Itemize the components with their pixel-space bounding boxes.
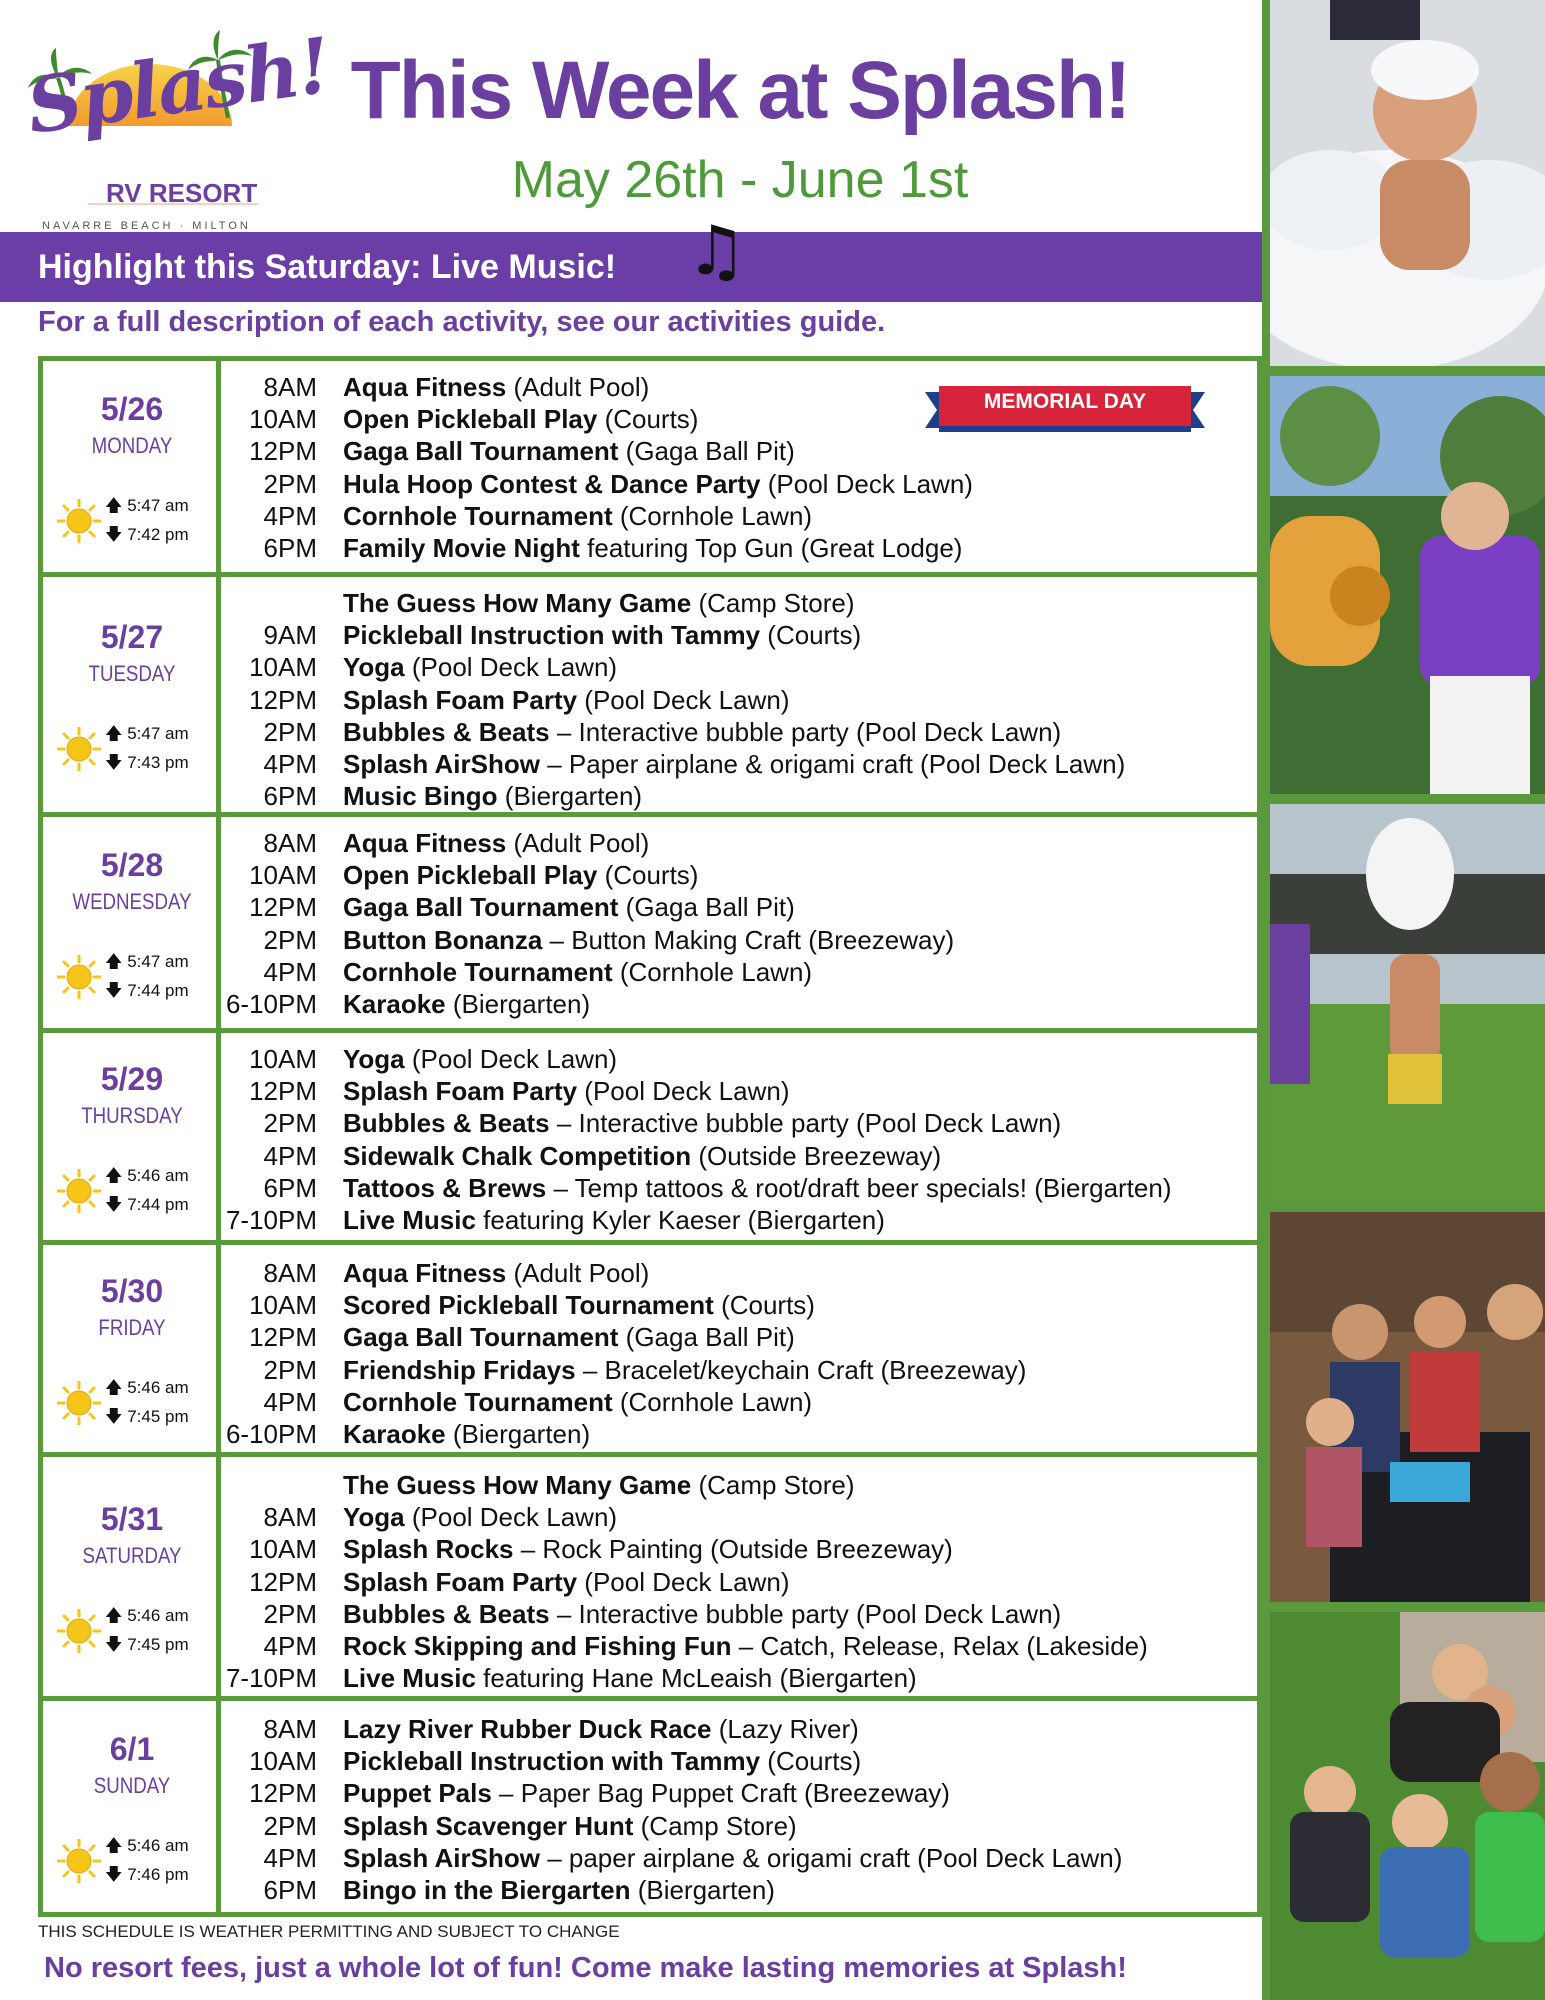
sunrise-value: 5:46 am: [127, 1836, 189, 1855]
day-block: [38, 1696, 1262, 1917]
event-list: [221, 1033, 1257, 1240]
footer-tagline: No resort fees, just a whole lot of fun! Come make lasting memories at Splash!: [44, 1952, 1127, 1984]
event-time: 12PM: [249, 684, 317, 715]
event-name: [343, 1354, 1026, 1386]
event-time: 6-10PM: [225, 989, 317, 1019]
event-time: 4PM: [263, 1842, 317, 1873]
arrow-up-icon: 🡅: [105, 724, 123, 743]
event-time: 2PM: [263, 716, 317, 747]
sunrise-time: [105, 1603, 189, 1632]
event-title: Pickleball Instruction with Tammy: [343, 620, 761, 651]
arrow-up-icon: 🡅: [105, 496, 123, 515]
event-name: [343, 532, 962, 564]
arrow-up-icon: 🡅: [105, 1166, 123, 1185]
event-title: Bingo in the Biergarten: [343, 1875, 631, 1905]
sunrise-value: 5:47 am: [127, 724, 189, 743]
event-name: [343, 1075, 790, 1107]
sun-icon: [57, 1839, 101, 1883]
event-name: [343, 1598, 1061, 1630]
bucket-splash-photo: [1270, 804, 1545, 1202]
event-title: Open Pickleball Play: [343, 404, 598, 435]
sunrise-time: [105, 1833, 189, 1862]
event-title: Splash Foam Party: [343, 1076, 578, 1107]
arrow-down-icon: 🡇: [105, 981, 123, 1000]
sunrise-time: [105, 949, 189, 978]
event-time: 2PM: [263, 468, 317, 499]
event-title: Yoga: [343, 1044, 405, 1074]
event-name: [343, 1501, 617, 1533]
event-name: [343, 684, 790, 716]
event-time: 12PM: [249, 892, 317, 923]
staff-foam-machine-photo: [1270, 376, 1545, 794]
event-name: [343, 1874, 775, 1906]
event-title: Aqua Fitness: [343, 828, 507, 858]
day-date: 5/31: [100, 1501, 164, 1537]
date-range: May 26th - June 1st: [511, 151, 969, 209]
sun-icon: [57, 499, 101, 543]
day-block: [38, 812, 1262, 1033]
event-name: [343, 780, 642, 812]
event-title: Yoga: [343, 652, 405, 683]
event-time: 9AM: [263, 620, 317, 651]
event-name: [343, 827, 649, 859]
event-location: – Bracelet/keychain Craft (Breezeway): [575, 1354, 1027, 1385]
event-name: [343, 1418, 590, 1450]
event-location: (Pool Deck Lawn): [404, 1502, 618, 1533]
highlight-banner: [0, 232, 1262, 302]
day-info: [43, 1033, 221, 1240]
sunrise-value: 5:46 am: [127, 1378, 189, 1397]
day-info: [43, 1457, 221, 1696]
event-time: 2PM: [263, 1598, 317, 1629]
event-title: Pickleball Instruction with Tammy: [343, 1746, 761, 1777]
event-location: (Lazy River): [711, 1714, 859, 1744]
event-name: [343, 1777, 950, 1809]
event-name: [343, 587, 854, 619]
event-location: (Pool Deck Lawn): [404, 652, 618, 683]
event-title: Bubbles & Beats: [343, 1598, 550, 1629]
event-title: The Guess How Many Game: [343, 588, 692, 618]
event-title: Yoga: [343, 1502, 405, 1533]
event-name: [343, 371, 649, 403]
event-time: 8AM: [263, 1502, 317, 1533]
event-title: Family Movie Night: [343, 533, 580, 563]
event-location: (Pool Deck Lawn): [404, 1044, 618, 1074]
page-title: This Week at Splash!: [350, 45, 1130, 136]
event-location: (Gaga Ball Pit): [618, 892, 795, 923]
event-name: [343, 468, 973, 500]
event-time: 4PM: [263, 956, 317, 987]
event-location: (Courts): [760, 1746, 862, 1777]
event-title: Friendship Fridays: [343, 1354, 576, 1385]
event-location: (Biergarten): [497, 781, 643, 812]
event-name: [343, 1140, 941, 1172]
music-notes-icon: ♫: [686, 212, 747, 291]
event-title: Splash AirShow: [343, 1842, 540, 1873]
event-name: [343, 651, 617, 683]
sunrise-value: 5:47 am: [127, 952, 189, 971]
event-time: 12PM: [249, 436, 317, 467]
event-location: featuring Hane McLeaish (Biergarten): [475, 1663, 917, 1694]
event-name: [343, 1566, 790, 1598]
event-name: [343, 859, 698, 891]
event-time: 10AM: [249, 1746, 317, 1777]
memorial-day-badge: MEMORIAL DAY: [983, 390, 1147, 413]
event-name: [343, 403, 698, 435]
event-title: Live Music: [343, 1663, 476, 1694]
event-title: Hula Hoop Contest & Dance Party: [343, 468, 761, 499]
event-location: – Catch, Release, Relax (Lakeside): [731, 1631, 1148, 1661]
event-location: (Camp Store): [691, 588, 855, 618]
event-title: Gaga Ball Tournament: [343, 892, 619, 923]
event-name: [343, 435, 795, 467]
event-title: Aqua Fitness: [343, 1258, 507, 1288]
event-location: (Camp Store): [633, 1810, 797, 1841]
sunset-value: 7:45 pm: [127, 1407, 189, 1426]
event-title: Sidewalk Chalk Competition: [343, 1140, 692, 1171]
event-time: 10AM: [249, 1534, 317, 1565]
day-block: [38, 1028, 1262, 1245]
event-name: [343, 1469, 854, 1501]
event-time: 8AM: [263, 1258, 317, 1288]
event-name: [343, 1630, 1148, 1662]
event-title: Splash Foam Party: [343, 684, 578, 715]
event-location: (Camp Store): [691, 1470, 855, 1500]
event-name: [343, 619, 861, 651]
sunrise-time: [105, 721, 189, 750]
event-time: 4PM: [263, 1631, 317, 1661]
event-time: 2PM: [263, 1108, 317, 1139]
sunset-time: [105, 522, 189, 551]
sunrise-time: [105, 1375, 189, 1404]
day-info: [43, 1245, 221, 1452]
event-name: [343, 1810, 797, 1842]
arrow-down-icon: 🡇: [105, 525, 123, 544]
event-time: 4PM: [263, 1386, 317, 1417]
day-block: [38, 572, 1262, 817]
event-time: 4PM: [263, 1140, 317, 1171]
event-location: (Courts): [597, 860, 699, 891]
sunset-time: [105, 1632, 189, 1661]
event-time: 12PM: [249, 1076, 317, 1107]
event-location: (Biergarten): [630, 1875, 775, 1905]
event-name: [343, 988, 590, 1020]
arrow-up-icon: 🡅: [105, 1836, 123, 1855]
event-location: – Interactive bubble party (Pool Deck Lawn): [549, 1598, 1062, 1629]
event-title: Tattoos & Brews: [343, 1172, 547, 1203]
arrow-down-icon: 🡇: [105, 1407, 123, 1426]
event-time: 2PM: [263, 1354, 317, 1385]
event-time: 10AM: [249, 1044, 317, 1074]
event-title: Cornhole Tournament: [343, 1386, 613, 1417]
day-block: [38, 356, 1262, 577]
event-location: – Paper airplane & origami craft (Pool Deck Lawn): [539, 749, 1126, 779]
event-title: Button Bonanza: [343, 924, 543, 955]
sunset-value: 7:44 pm: [127, 981, 189, 1000]
arrow-up-icon: 🡅: [105, 1378, 123, 1397]
event-location: (Adult Pool): [506, 1258, 650, 1288]
event-location: (Pool Deck Lawn): [577, 1566, 790, 1597]
event-time: 7-10PM: [225, 1205, 317, 1235]
event-title: Cornhole Tournament: [343, 956, 613, 987]
event-title: Bubbles & Beats: [343, 1108, 550, 1139]
event-title: Open Pickleball Play: [343, 860, 598, 891]
logo-subtitle: RV RESORT: [106, 178, 258, 208]
event-title: Splash Scavenger Hunt: [343, 1810, 634, 1841]
event-location: (Cornhole Lawn): [612, 1386, 813, 1417]
day-of-week: MONDAY: [91, 433, 173, 458]
event-time: 6PM: [263, 781, 317, 812]
event-time: 10AM: [249, 404, 317, 435]
event-name: [343, 1662, 917, 1694]
event-title: Splash Rocks: [343, 1534, 514, 1565]
event-location: – paper airplane & origami craft (Pool Deck Lawn): [539, 1842, 1123, 1873]
activities-guide-note: For a full description of each activity, see our activities guide.: [38, 306, 886, 338]
event-time: 2PM: [263, 924, 317, 955]
event-location: (Gaga Ball Pit): [618, 436, 795, 467]
event-location: (Courts): [597, 404, 699, 435]
day-date: 5/30: [100, 1273, 164, 1309]
event-list: [221, 577, 1257, 812]
event-title: Music Bingo: [343, 781, 498, 812]
event-time: 10AM: [249, 652, 317, 683]
event-name: [343, 1204, 885, 1236]
event-name: [343, 956, 812, 988]
event-location: (Adult Pool): [506, 372, 650, 402]
event-location: (Gaga Ball Pit): [618, 1322, 795, 1353]
event-name: [343, 1043, 617, 1075]
event-location: (Pool Deck Lawn): [577, 1076, 790, 1107]
sunset-value: 7:46 pm: [127, 1865, 189, 1884]
event-time: 10AM: [249, 860, 317, 891]
event-name: [343, 748, 1125, 780]
logo-wordmark: Splash!: [21, 20, 335, 152]
kids-craft-table-photo: [1270, 1212, 1545, 1602]
day-date: 5/28: [100, 847, 164, 883]
day-info: [43, 1701, 221, 1912]
event-location: (Pool Deck Lawn): [760, 468, 973, 499]
photo-column: [1262, 0, 1545, 2000]
event-location: featuring Kyler Kaeser (Biergarten): [475, 1205, 885, 1235]
event-location: – Interactive bubble party (Pool Deck Lawn): [549, 1108, 1062, 1139]
day-block: [38, 1452, 1262, 1701]
sunset-value: 7:44 pm: [127, 1195, 189, 1214]
event-list: [221, 817, 1257, 1028]
event-name: [343, 1533, 953, 1565]
day-block: [38, 1240, 1262, 1457]
sunrise-time: [105, 1163, 189, 1192]
event-name: [343, 1713, 859, 1745]
event-time: 2PM: [263, 1810, 317, 1841]
event-time: 10AM: [249, 1290, 317, 1321]
kids-group-photo: [1270, 1612, 1545, 2000]
day-info: [43, 817, 221, 1028]
sunrise-value: 5:47 am: [127, 496, 189, 515]
sunset-value: 7:45 pm: [127, 1635, 189, 1654]
event-title: Cornhole Tournament: [343, 500, 613, 531]
event-time: 12PM: [249, 1778, 317, 1809]
event-name: [343, 1257, 649, 1289]
event-title: Lazy River Rubber Duck Race: [343, 1714, 712, 1744]
event-location: – Interactive bubble party (Pool Deck Lawn): [549, 716, 1062, 747]
sunset-time: [105, 1862, 189, 1891]
event-title: Splash Foam Party: [343, 1566, 578, 1597]
arrow-up-icon: 🡅: [105, 952, 123, 971]
day-date: 5/29: [100, 1061, 164, 1097]
event-time: 8AM: [263, 828, 317, 858]
highlight-text: Highlight this Saturday: Live Music!: [38, 248, 617, 286]
event-title: Gaga Ball Tournament: [343, 1322, 619, 1353]
event-name: [343, 1745, 861, 1777]
logo-locations: NAVARRE BEACH · MILTON: [42, 220, 251, 232]
event-name: [343, 1842, 1122, 1874]
arrow-down-icon: 🡇: [105, 753, 123, 772]
arrow-down-icon: 🡇: [105, 1195, 123, 1214]
sunrise-value: 5:46 am: [127, 1166, 189, 1185]
event-title: Karaoke: [343, 989, 446, 1019]
sunset-time: [105, 750, 189, 779]
sun-icon: [57, 727, 101, 771]
event-location: (Biergarten): [445, 989, 591, 1019]
sunset-value: 7:42 pm: [127, 525, 189, 544]
event-location: (Biergarten): [445, 1419, 591, 1449]
sunrise-value: 5:46 am: [127, 1606, 189, 1625]
event-list: [221, 361, 1257, 572]
sun-icon: [57, 955, 101, 999]
event-time: 6PM: [263, 1875, 317, 1905]
sun-icon: [57, 1381, 101, 1425]
event-name: [343, 500, 812, 532]
day-of-week: SUNDAY: [93, 1773, 171, 1798]
event-title: Puppet Pals: [343, 1778, 492, 1809]
event-time: 6-10PM: [225, 1419, 317, 1449]
event-location: – Temp tattoos & root/draft beer specials! (Biergarten): [546, 1172, 1172, 1203]
event-location: – Button Making Craft (Breezeway): [542, 924, 955, 955]
day-of-week: FRIDAY: [98, 1315, 166, 1340]
event-title: Aqua Fitness: [343, 372, 507, 402]
event-time: 12PM: [249, 1322, 317, 1353]
event-name: [343, 1107, 1061, 1139]
event-time: 8AM: [263, 372, 317, 402]
sunset-value: 7:43 pm: [127, 753, 189, 772]
event-location: (Adult Pool): [506, 828, 650, 858]
weather-disclaimer: THIS SCHEDULE IS WEATHER PERMITTING AND SUBJECT TO CHANGE: [38, 1922, 620, 1941]
event-location: (Courts): [713, 1290, 815, 1321]
event-location: – Rock Painting (Outside Breezeway): [513, 1534, 953, 1565]
event-name: [343, 924, 954, 956]
sun-icon: [57, 1609, 101, 1653]
event-location: (Cornhole Lawn): [612, 500, 813, 531]
day-info: [43, 577, 221, 812]
event-name: [343, 1172, 1172, 1204]
day-of-week: THURSDAY: [81, 1103, 183, 1128]
event-title: The Guess How Many Game: [343, 1470, 692, 1500]
event-title: Bubbles & Beats: [343, 716, 550, 747]
event-time: 4PM: [263, 749, 317, 779]
event-title: Karaoke: [343, 1419, 446, 1449]
arrow-down-icon: 🡇: [105, 1635, 123, 1654]
event-title: Splash AirShow: [343, 749, 540, 779]
day-date: 6/1: [109, 1731, 155, 1767]
day-date: 5/27: [100, 619, 164, 655]
event-location: featuring Top Gun (Great Lodge): [579, 533, 963, 563]
event-time: 7-10PM: [225, 1663, 317, 1694]
day-date: 5/26: [100, 391, 164, 427]
event-time: 6PM: [263, 1172, 317, 1203]
sunset-time: [105, 1192, 189, 1221]
event-location: – Paper Bag Puppet Craft (Breezeway): [491, 1778, 950, 1809]
event-time: 4PM: [263, 500, 317, 531]
arrow-up-icon: 🡅: [105, 1606, 123, 1625]
event-title: Scored Pickleball Tournament: [343, 1290, 714, 1321]
day-of-week: SATURDAY: [82, 1543, 182, 1568]
resort-logo: [21, 20, 335, 232]
event-list: [221, 1245, 1257, 1452]
event-title: Live Music: [343, 1205, 476, 1235]
event-name: [343, 891, 795, 923]
day-of-week: WEDNESDAY: [72, 889, 192, 914]
day-of-week: TUESDAY: [88, 661, 176, 686]
foam-party-photo: [1270, 0, 1545, 366]
event-location: (Outside Breezeway): [691, 1140, 942, 1171]
sunrise-time: [105, 493, 189, 522]
sunset-time: [105, 1404, 189, 1433]
event-title: Gaga Ball Tournament: [343, 436, 619, 467]
event-list: [221, 1701, 1257, 1912]
event-name: [343, 716, 1061, 748]
event-location: (Pool Deck Lawn): [577, 684, 790, 715]
arrow-down-icon: 🡇: [105, 1865, 123, 1884]
event-time: 8AM: [263, 1714, 317, 1744]
sunset-time: [105, 978, 189, 1007]
event-name: [343, 1289, 815, 1321]
sun-icon: [57, 1169, 101, 1213]
event-list: [221, 1457, 1257, 1696]
event-location: (Cornhole Lawn): [612, 956, 813, 987]
day-info: [43, 361, 221, 572]
event-name: [343, 1321, 795, 1353]
event-location: (Courts): [760, 620, 862, 651]
event-name: [343, 1386, 812, 1418]
event-title: Rock Skipping and Fishing Fun: [343, 1631, 732, 1661]
event-time: 12PM: [249, 1566, 317, 1597]
event-time: 6PM: [263, 533, 317, 563]
